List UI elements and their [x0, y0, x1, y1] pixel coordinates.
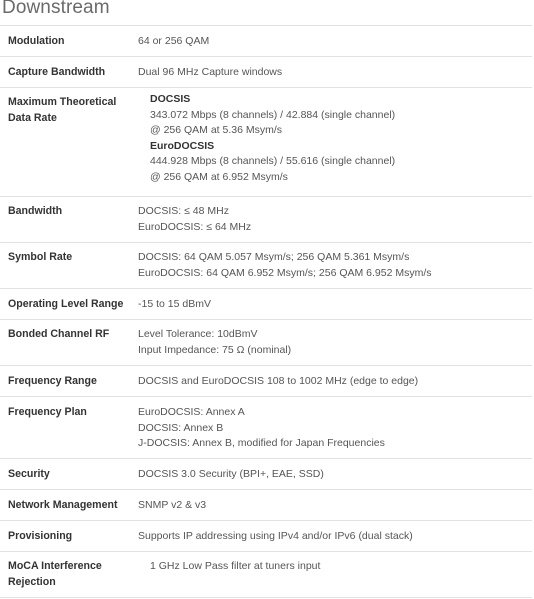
spec-value-line: 343.072 Mbps (8 channels) / 42.884 (single channel)	[150, 108, 396, 121]
spec-value-line: DOCSIS: ≤ 48 MHz	[138, 205, 229, 217]
spec-value-line: -15 to 15 dBmV	[138, 298, 211, 310]
spec-value	[138, 289, 532, 319]
spec-row	[0, 320, 532, 366]
spec-value-line: EuroDOCSIS: 64 QAM 6.952 Msym/s; 256 QAM 6.952 Msym/s	[138, 266, 432, 279]
spec-value-heading: EuroDOCSIS	[150, 139, 215, 152]
spec-label: Network Management	[8, 499, 118, 511]
spec-row	[0, 552, 532, 598]
spec-label: Frequency Plan	[8, 406, 87, 418]
spec-row	[0, 88, 532, 197]
spec-value	[150, 552, 532, 597]
spec-label: Provisioning	[8, 530, 73, 542]
spec-value	[138, 459, 532, 489]
spec-value	[138, 197, 532, 242]
spec-value-line: @ 256 QAM at 6.952 Msym/s	[150, 170, 288, 183]
spec-value-line: 64 or 256 QAM	[138, 35, 210, 47]
spec-table	[0, 25, 532, 598]
spec-value-line: Supports IP addressing using IPv4 and/or IPv6 (dual stack)	[138, 530, 413, 542]
spec-value-line: SNMP v2 & v3	[138, 499, 207, 511]
spec-row	[0, 366, 532, 397]
spec-value-line: 1 GHz Low Pass filter at tuners input	[150, 560, 321, 572]
spec-row	[0, 26, 532, 57]
spec-value	[138, 521, 532, 551]
spec-label: Symbol Rate	[8, 251, 73, 263]
spec-value-line: EuroDOCSIS: ≤ 64 MHz	[138, 220, 252, 233]
spec-value	[138, 366, 532, 396]
spec-value-line: 444.928 Mbps (8 channels) / 55.616 (single channel)	[150, 155, 396, 167]
spec-value-line: EuroDOCSIS: Annex A	[138, 406, 245, 418]
spec-row	[0, 397, 532, 459]
spec-value-line: Level Tolerance: 10dBmV	[138, 328, 258, 340]
spec-value-heading: DOCSIS	[150, 93, 191, 105]
spec-label: Security	[8, 468, 50, 480]
spec-value	[138, 26, 532, 56]
spec-value-line: DOCSIS: Annex B	[138, 421, 224, 434]
spec-value-line: J-DOCSIS: Annex B, modified for Japan Frequencies	[138, 437, 385, 449]
spec-value	[138, 490, 532, 520]
spec-label: MoCA Interference Rejection	[8, 560, 102, 588]
spec-row	[0, 490, 532, 521]
spec-label: Bandwidth	[8, 205, 63, 217]
spec-value	[138, 243, 532, 288]
spec-value-line: DOCSIS 3.0 Security (BPI+, EAE, SSD)	[138, 468, 324, 480]
spec-label: Bonded Channel RF	[8, 328, 110, 340]
spec-row	[0, 521, 532, 552]
section-title: Downstream	[2, 0, 110, 18]
spec-label: Maximum Theoretical Data Rate	[8, 96, 117, 124]
spec-value	[150, 88, 532, 196]
spec-row	[0, 197, 532, 243]
spec-label: Operating Level Range	[8, 298, 124, 310]
spec-value-line: DOCSIS: 64 QAM 5.057 Msym/s; 256 QAM 5.361 Msym/s	[138, 251, 410, 263]
spec-value-line: @ 256 QAM at 5.36 Msym/s	[150, 124, 283, 136]
spec-value-line: Dual 96 MHz Capture windows	[138, 66, 283, 78]
spec-row	[0, 289, 532, 320]
spec-value	[138, 397, 532, 458]
spec-value	[138, 57, 532, 87]
spec-label: Capture Bandwidth	[8, 66, 106, 78]
spec-row	[0, 459, 532, 490]
spec-row	[0, 57, 532, 88]
spec-value-line: Input Impedance: 75 Ω (nominal)	[138, 343, 292, 356]
spec-value	[138, 320, 532, 365]
spec-value-line: DOCSIS and EuroDOCSIS 108 to 1002 MHz (edge to edge)	[138, 375, 419, 387]
spec-label: Frequency Range	[8, 375, 97, 387]
spec-row	[0, 243, 532, 289]
spec-label: Modulation	[8, 35, 65, 47]
